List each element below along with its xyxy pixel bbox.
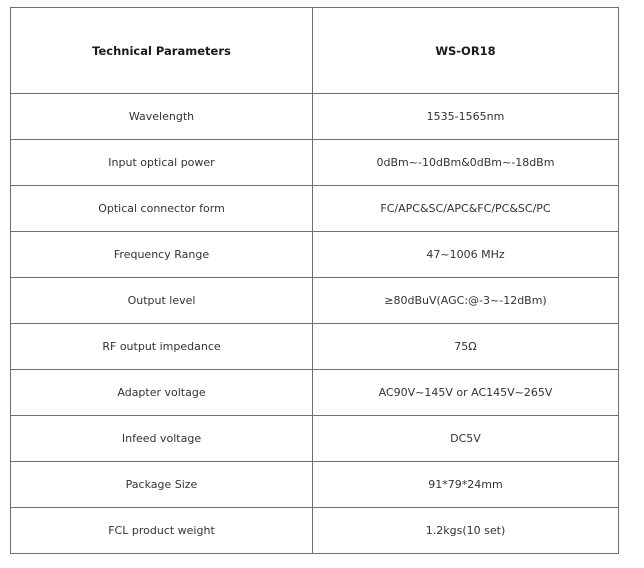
value-cell: 1.2kgs(10 set) (313, 508, 619, 554)
value-cell: 91*79*24mm (313, 462, 619, 508)
parameter-cell: Input optical power (11, 140, 313, 186)
value-cell: DC5V (313, 416, 619, 462)
table-row (11, 462, 619, 508)
table-row (11, 416, 619, 462)
parameter-cell: Package Size (11, 462, 313, 508)
technical-parameters-table (10, 7, 619, 554)
table-row (11, 324, 619, 370)
value-cell: 0dBm~-10dBm&0dBm~-18dBm (313, 140, 619, 186)
parameter-cell: Adapter voltage (11, 370, 313, 416)
parameter-cell: FCL product weight (11, 508, 313, 554)
table-header-row (11, 8, 619, 94)
value-cell: 75Ω (313, 324, 619, 370)
value-cell: 47~1006 MHz (313, 232, 619, 278)
table-row (11, 140, 619, 186)
parameter-cell: Wavelength (11, 94, 313, 140)
header-parameter: Technical Parameters (11, 8, 313, 94)
value-cell: AC90V~145V or AC145V~265V (313, 370, 619, 416)
parameter-cell: Optical connector form (11, 186, 313, 232)
value-cell: ≥80dBuV(AGC:@-3~-12dBm) (313, 278, 619, 324)
parameter-cell: Output level (11, 278, 313, 324)
table-row (11, 278, 619, 324)
table-row (11, 186, 619, 232)
table-row (11, 232, 619, 278)
parameter-cell: RF output impedance (11, 324, 313, 370)
table-row (11, 508, 619, 554)
parameter-cell: Frequency Range (11, 232, 313, 278)
table-row (11, 94, 619, 140)
value-cell: 1535-1565nm (313, 94, 619, 140)
value-cell: FC/APC&SC/APC&FC/PC&SC/PC (313, 186, 619, 232)
table-row (11, 370, 619, 416)
header-model: WS-OR18 (313, 8, 619, 94)
parameter-cell: Infeed voltage (11, 416, 313, 462)
